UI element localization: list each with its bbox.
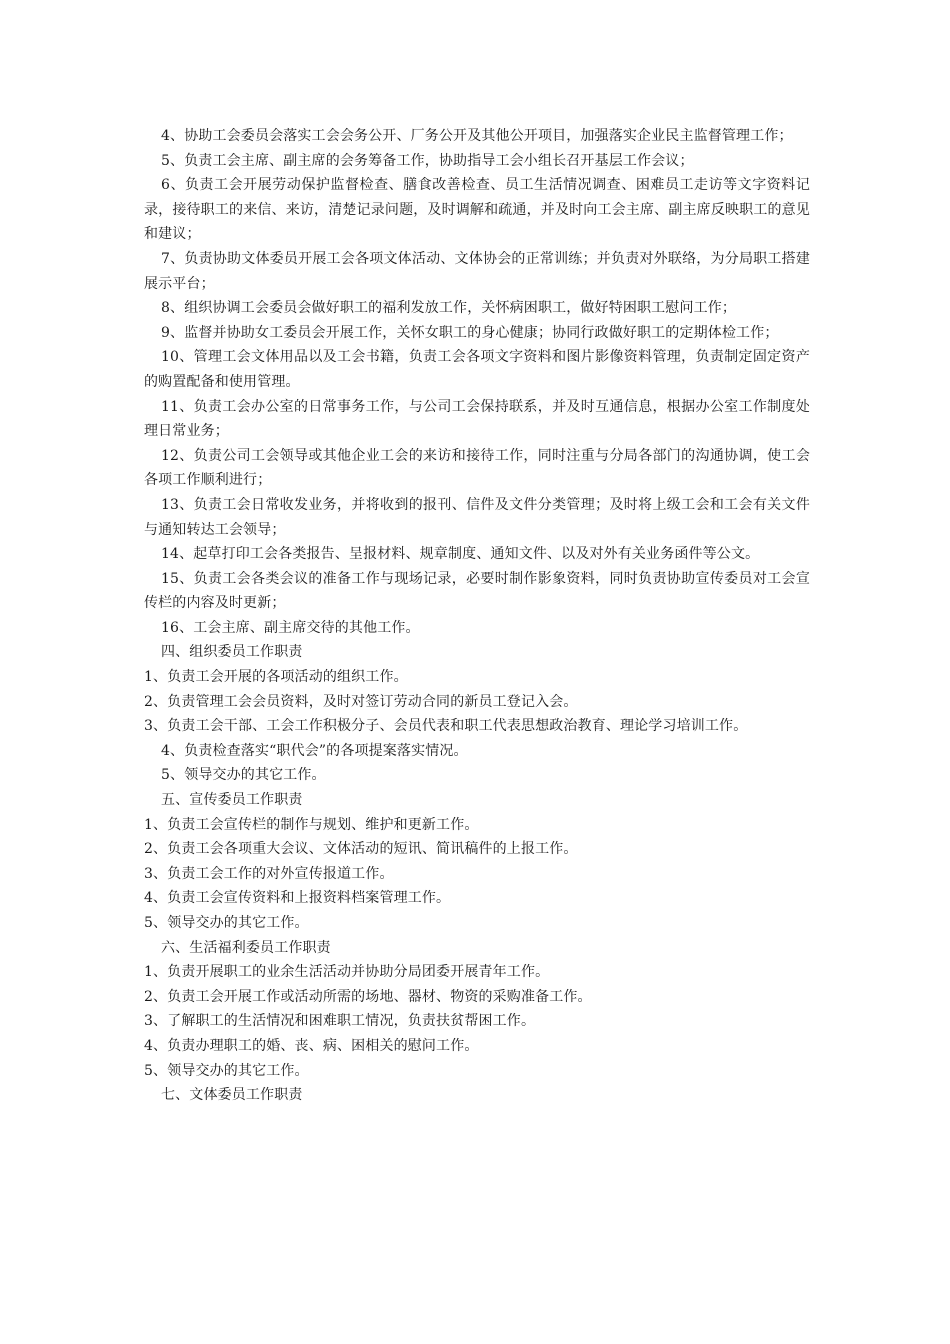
- section-heading: 六、生活福利委员工作职责: [161, 939, 331, 956]
- paragraph: 7、负责协助文体委员开展工会各项文体活动、文体协会的正常训练；并负责对外联络，为分局职工搭建展示平台；: [144, 250, 810, 292]
- section-heading: 五、宣传委员工作职责: [161, 792, 303, 809]
- paragraph: 1、负责工会开展的各项活动的组织工作。: [144, 669, 408, 686]
- paragraph: 3、负责工会工作的对外宣传报道工作。: [144, 865, 394, 882]
- paragraph: 1、负责工会宣传栏的制作与规划、维护和更新工作。: [144, 816, 479, 833]
- paragraph: 4、负责工会宣传资料和上报资料档案管理工作。: [144, 890, 451, 907]
- paragraph: 2、负责工会开展工作或活动所需的场地、器材、物资的采购准备工作。: [144, 988, 592, 1005]
- paragraph: 5、领导交办的其它工作。: [161, 767, 326, 784]
- paragraph: 16、工会主席、副主席交待的其他工作。: [161, 619, 420, 636]
- section-heading: 七、文体委员工作职责: [161, 1087, 303, 1104]
- paragraph: 5、负责工会主席、副主席的会务筹备工作，协助指导工会小组长召开基层工作会议；: [161, 152, 694, 169]
- paragraph: 9、监督并协助女工委员会开展工作，关怀女职工的身心健康；协同行政做好职工的定期体检工作；: [161, 324, 779, 341]
- paragraph: 3、负责工会干部、工会工作积极分子、会员代表和职工代表思想政治教育、理论学习培训工作。: [144, 718, 748, 735]
- paragraph: 6、负责工会开展劳动保护监督检查、膳食改善检查、员工生活情况调查、困难员工走访等文字资料记录，接待职工的来信、来访，清楚记录问题，及时调解和疏通，并及时向工会主席、副主席反映职工的意见和建议；: [144, 177, 810, 243]
- paragraph: 4、负责检查落实“职代会”的各项提案落实情况。: [161, 742, 468, 759]
- paragraph: 8、组织协调工会委员会做好职工的福利发放工作，关怀病困职工，做好特困职工慰问工作；: [161, 300, 737, 317]
- paragraph: 15、负责工会各类会议的准备工作与现场记录，必要时制作影象资料，同时负责协助宣传委员对工会宣传栏的内容及时更新；: [144, 570, 810, 612]
- paragraph: 12、负责公司工会领导或其他企业工会的来访和接待工作，同时注重与分局各部门的沟通协调，使工会各项工作顺利进行；: [144, 447, 810, 489]
- paragraph: 2、负责工会各项重大会议、文体活动的短讯、简讯稿件的上报工作。: [144, 841, 578, 858]
- paragraph: 4、协助工会委员会落实工会会务公开、厂务公开及其他公开项目，加强落实企业民主监督管理工作；: [161, 128, 793, 144]
- paragraph: 5、领导交办的其它工作。: [144, 915, 309, 931]
- section-heading: 四、组织委员工作职责: [161, 644, 303, 661]
- paragraph: 4、负责办理职工的婚、丧、病、困相关的慰问工作。: [144, 1037, 479, 1054]
- paragraph: 2、负责管理工会会员资料，及时对签订劳动合同的新员工登记入会。: [144, 693, 578, 710]
- paragraph: 10、管理工会文体用品以及工会书籍，负责工会各项文字资料和图片影像资料管理，负责制定固定资产的购置配备和使用管理。: [144, 349, 810, 390]
- paragraph: 3、了解职工的生活情况和困难职工情况，负责扶贫帮困工作。: [144, 1013, 536, 1030]
- paragraph: 14、起草打印工会各类报告、呈报材料、规章制度、通知文件、以及对外有关业务函件等公文。: [161, 546, 760, 563]
- paragraph: 5、领导交办的其它工作。: [144, 1062, 309, 1079]
- paragraph: 13、负责工会日常收发业务，并将收到的报刊、信件及文件分类管理；及时将上级工会和工会有关文件与通知转达工会领导；: [144, 496, 810, 538]
- paragraph: 11、负责工会办公室的日常事务工作，与公司工会保持联系，并及时互通信息，根据办公室工作制度处理日常业务；: [144, 398, 810, 440]
- paragraph: 1、负责开展职工的业余生活活动并协助分局团委开展青年工作。: [144, 964, 550, 981]
- document-page: [144, 124, 810, 1108]
